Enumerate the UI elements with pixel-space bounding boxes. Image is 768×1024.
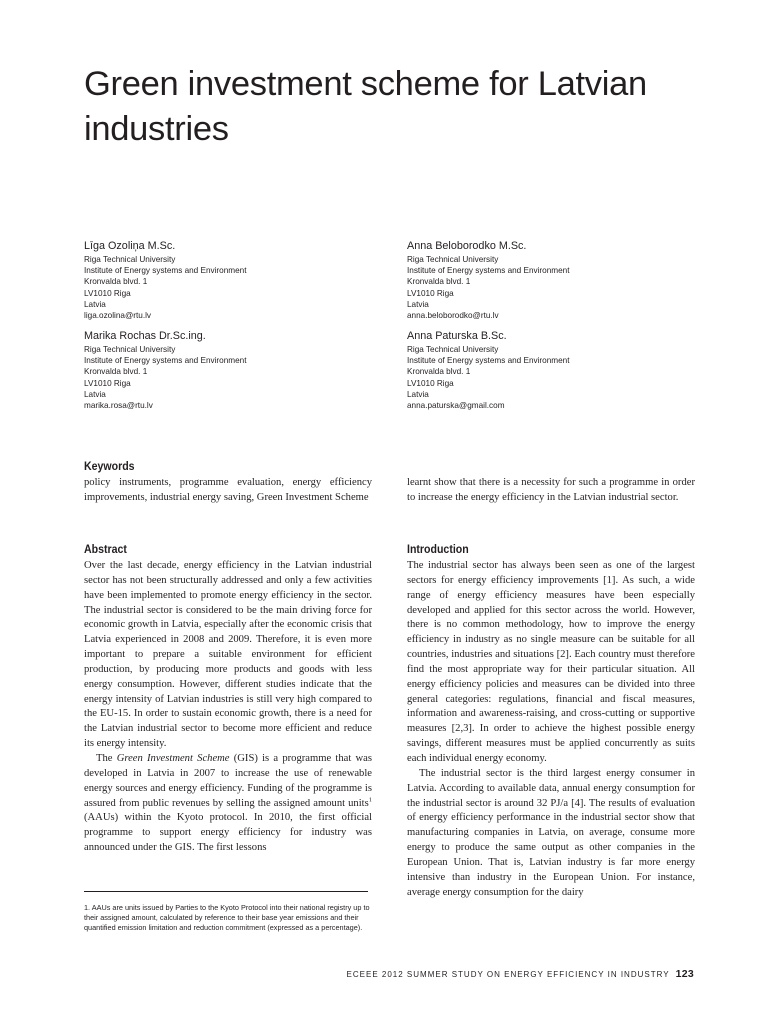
introduction-paragraph: The industrial sector is the third largest energy consumer in Latvia. According to available data, annual energy consumption for the industrial sector is around 32 PJ/a [4]. The results of evaluation of energy efficiency performance in the industrial sector show that manufacturing companies in Latvia, on average, consume more energy to produce the same output as other companies in the European Union. That is, Latvian industry is far more energy intensive than industry in the European Union. For instance, average energy consumption for the dairy [407,767,695,898]
keywords-heading: Keywords [84,461,135,473]
author-country: Latvia [407,299,429,309]
author-name: Anna Paturska B.Sc. [407,330,507,342]
author-city: LV1010 Riga [407,378,454,388]
page-footer [347,968,694,980]
author-institute: Institute of Energy systems and Environment [407,266,570,276]
keywords-text: policy instruments, programme evaluation, energy efficiency improvements, industrial energy saving, Green Investment Scheme [84,477,372,503]
author-block [84,329,384,411]
author-affiliation: Riga Technical University [84,345,176,354]
author-street: Kronvalda blvd. 1 [84,367,148,377]
author-block [407,239,707,321]
page-number: 123 [675,968,694,980]
author-country: Latvia [407,389,429,399]
footnote: 1. AAUs are units issued by Parties to the Kyoto Protocol into their national registry up to their assigned amount, calculated by reference to their base year emissions and their quantified emission limitation and reduction commitment (expressed as a percentage). [84,903,370,932]
introduction-paragraph: The industrial sector has always been seen as one of the largest sectors for energy efficiency improvements [1]. As such, a wide range of energy efficiency measures have been especially developed and applied for this sector across the world. However, there is no common methodology, how to improve the energy efficiency in industry as no single measure can be suitable for all countries, industries and situations [2]. Each country must therefore find the most appropriate way for their particular situation. All energy efficiency policies and measures can be divided into three general categories: regulations, financial and fiscal measures, information and awareness-raising, and cross-cutting or supportive measures [2,3]. In order to achieve the highest possible energy savings, different measures must be applied concurrently as suits each individual energy economy. [407,560,695,764]
text-run: (GIS) is a programme that was developed in Latvia in 2007 to increase the use of renewable energy sources and energy efficiency. Funding of the programme is assured from public revenues by selling the assigned amount units [84,752,373,809]
footnote-ref[interactable]: 1 [368,795,372,803]
author-country: Latvia [84,299,106,309]
abstract-body [84,559,372,856]
author-affiliation: Riga Technical University [407,255,499,264]
footnote-divider [84,891,368,892]
author-name: Anna Beloborodko M.Sc. [407,240,527,252]
author-street: Kronvalda blvd. 1 [84,277,148,287]
author-block [407,329,707,411]
author-block [84,239,384,321]
author-street: Kronvalda blvd. 1 [407,367,471,377]
author-institute: Institute of Energy systems and Environment [407,356,570,366]
introduction-heading: Introduction [407,544,469,556]
footer-text: ECEEE 2012 SUMMER STUDY ON ENERGY EFFICIENCY IN INDUSTRY [346,970,670,979]
author-country: Latvia [84,389,106,399]
text-run: (AAUs) within the Kyoto protocol. In 2010, the first official programme to support energy efficiency for industry was announced under the GIS. The first lessons [84,812,372,854]
abstract-heading: Abstract [84,544,127,556]
author-email[interactable]: marika.rosa@rtu.lv [84,401,153,411]
text-run: The [96,752,117,764]
author-affiliation: Riga Technical University [84,255,176,264]
author-name: Līga Ozoliņa M.Sc. [84,240,176,252]
abstract-continuation: learnt show that there is a necessity for such a programme in order to increase the energy efficiency in the Latvian industrial sector. [407,477,695,503]
introduction-body [407,559,695,900]
author-affiliation: Riga Technical University [407,345,499,354]
abstract-paragraph: Over the last decade, energy efficiency in the Latvian industrial sector has not been structurally addressed and only a few activities have been implemented to promote energy efficiency in the sector. The industrial sector is considered to be the main driving force for economic growth in Latvia, especially after the economic crisis that Latvia experienced in 2008 and 2009. Therefore, it is even more important to prepare a suitable environment for efficient production, by producing more products and goods with less energy consumption. However, different studies indicate that the energy intensity of Latvian industries is still very high compared to the EU-15. In order to sustain economic growth, there is a need for the Latvian industrial sector to become more efficient and reduce its energy intensity. [84,560,372,750]
gis-italic: Green Investment Scheme [116,752,230,764]
author-street: Kronvalda blvd. 1 [407,277,471,287]
paper-title: Green investment scheme for Latvian industries [84,65,647,148]
author-city: LV1010 Riga [84,378,131,388]
author-city: LV1010 Riga [407,288,454,298]
author-city: LV1010 Riga [84,288,131,298]
author-institute: Institute of Energy systems and Environment [84,356,247,366]
author-email[interactable]: liga.ozolina@rtu.lv [84,311,152,321]
author-institute: Institute of Energy systems and Environment [84,266,247,276]
author-email[interactable]: anna.beloborodko@rtu.lv [407,311,499,321]
author-email[interactable]: anna.paturska@gmail.com [407,401,505,411]
abstract-paragraph [84,752,372,856]
author-name: Marika Rochas Dr.Sc.ing. [84,330,206,342]
